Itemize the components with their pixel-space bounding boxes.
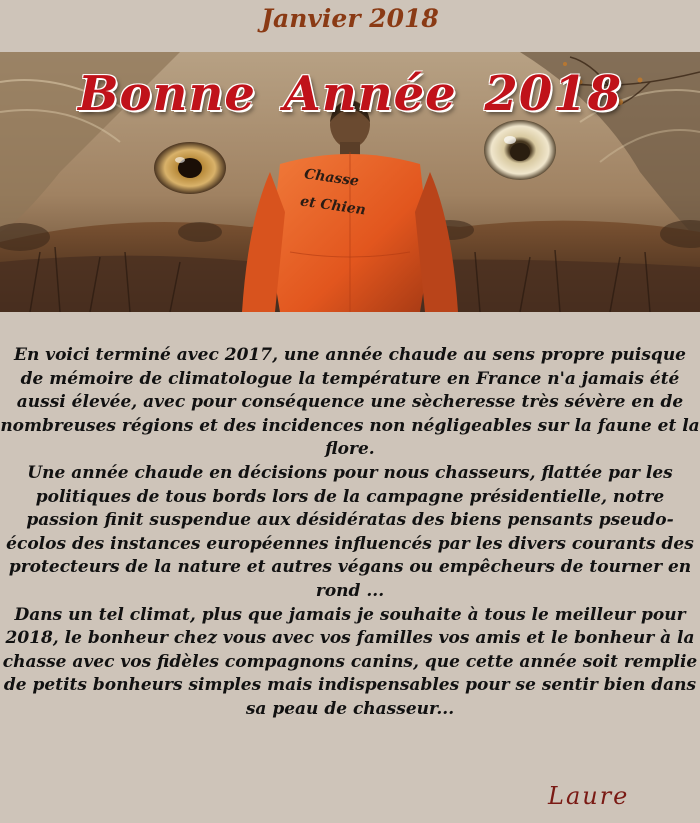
banner-image bbox=[0, 52, 700, 312]
jacket-label-line2: et Chien bbox=[299, 193, 367, 219]
signature: Laure bbox=[548, 782, 630, 810]
banner-title: Bonne Année 2018 bbox=[77, 66, 623, 122]
header-date: Janvier 2018 bbox=[261, 4, 439, 33]
message-paragraph-1: En voici terminé avec 2017, une année chaude au sens propre puisque de mémoire de climatologue la température en France n'a jamais été aussi élevée, avec pour conséquence une sècheresse très sévère en de nombreuses régions et des incidences non négligeables sur la faune et la flore. bbox=[0, 345, 700, 460]
message-paragraph-2: Une année chaude en décisions pour nous chasseurs, flattée par les politiques de tous bords lors de la campagne présidentielle, notre passion finit suspendue aux désidératas des biens pensants pseudo-écolos des instances européennes influencés par les divers courants des protecteurs de la nature et autres végans ou empêcheurs de tourner en rond ... bbox=[6, 462, 694, 601]
jacket-label-line1: Chasse bbox=[303, 166, 360, 190]
message-paragraph-3: Dans un tel climat, plus que jamais je souhaite à tous le meilleur pour 2018, le bonheur chez vous avec vos familles vos amis et le bonheur à la chasse avec vos fidèles compagnons canins, que cette année soit remplie de petits bonheurs simples mais indispensables pour se sentir bien dans sa peau de chasseur... bbox=[2, 604, 698, 719]
message-body bbox=[0, 344, 700, 722]
